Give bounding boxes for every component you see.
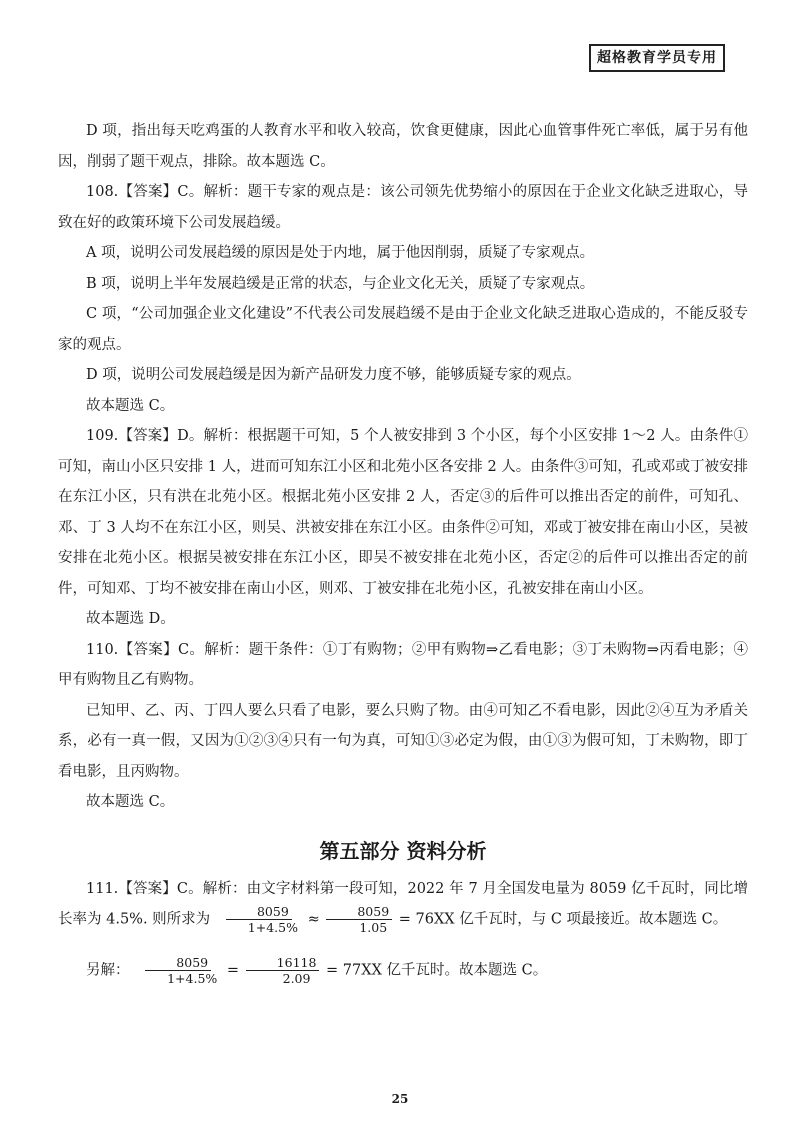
paragraph-d-item-107: D 项，指出每天吃鸡蛋的人教育水平和收入较高，饮食更健康，因此心血管事件死亡率低，属于另有他因，削弱了题干观点，排除。故本题选 C。 [58, 123, 748, 170]
option-c-108: C 项，“公司加强企业文化建设”不代表公司发展趋缓不是由于企业文化缺乏进取心造成的，不能反驳专家的观点。 [58, 306, 748, 353]
answer-108: 108.【答案】C。解析：题干专家的观点是：该公司领先优势缩小的原因在于企业文化缺乏进取心，导致在好的政策环境下公司发展趋缓。 [58, 184, 748, 231]
approx-sign: ≈ [307, 911, 320, 928]
answer-110: 110.【答案】C。解析：题干条件：①丁有购物；②甲有购物⇒乙看电影；③丁未购物⇒丙看电影；④甲有购物且乙有购物。 [58, 641, 748, 688]
fraction-2-denominator: 1.05 [359, 920, 388, 935]
alt-fraction-2 [246, 955, 320, 986]
answer-111-text: 111.【答案】C。解析：由文字材料第一段可知，2022 年 7 月全国发电量为 8059 亿千瓦时，同比增长率为 4.5%. 则所求为 [58, 880, 748, 928]
answer-109: 109.【答案】D。解析：根据题干可知，5 个人被安排到 3 个小区，每个小区安排 1～2 人。由条件①可知，南山小区只安排 1 人，进而可知东江小区和北苑小区各安排 2 人。由条件③可知，孔或邓或丁被安排在东江小区，只有洪在北苑小区。根据北苑小区安排 2 人，否定③的后件可以推出否定的前件，可知孔、邓、丁 3 人均不在东江小区，则吴、洪被安排在东江小区。由条件②可知，邓或丁被安排在南山小区，吴被安排在北苑小区。根据吴被安排在东江小区，即吴不被安排在北苑小区，否定②的后件可以推出否定的前件，可知邓、丁均不被安排在南山小区，则邓、丁被安排在北苑小区，孔被安排在南山小区。 [58, 428, 748, 597]
conclusion-108: 故本题选 C。 [86, 397, 175, 414]
conclusion-109: 故本题选 D。 [86, 611, 175, 627]
answer-111 [58, 874, 748, 936]
fraction-1-numerator: 8059 [226, 904, 292, 920]
conclusion-110: 故本题选 C。 [86, 794, 175, 810]
option-b-108: B 项，说明上半年发展趋缓是正常的状态，与企业文化无关，质疑了专家观点。 [86, 275, 595, 292]
alt-fraction-1-numerator: 8059 [145, 955, 211, 971]
option-d-108: D 项，说明公司发展趋缓是因为新产品研发力度不够，能够质疑专家的观点。 [86, 367, 581, 383]
alt-label: 另解： [86, 962, 130, 979]
page-number: 25 [391, 1092, 409, 1106]
equals-sign: = [226, 962, 240, 979]
alt-result: = 77XX 亿千瓦时。故本题选 C。 [326, 962, 548, 979]
alt-fraction-2-denominator: 2.09 [282, 971, 311, 986]
alternative-solution [58, 955, 748, 986]
page-content [58, 116, 748, 986]
fraction-1 [217, 904, 301, 935]
alt-fraction-2-numerator: 16118 [246, 955, 320, 971]
alt-fraction-1-denominator: 1+4.5% [167, 971, 218, 986]
fraction-1-denominator: 1+4.5% [247, 920, 298, 935]
fraction-2-numerator: 8059 [326, 904, 392, 920]
option-a-108: A 项，说明公司发展趋缓的原因是处于内地，属于他因削弱，质疑了专家观点。 [86, 245, 595, 261]
section-title: 第五部分 资料分析 [319, 838, 487, 863]
fraction-2 [326, 904, 392, 935]
reasoning-110: 已知甲、乙、丙、丁四人要么只看了电影，要么只购了物。由④可知乙不看电影，因此②④互为矛盾关系，必有一真一假，又因为①②③④只有一句为真，可知①③必定为假，由①③为假可知，丁未购物，即丁看电影，且丙购物。 [58, 702, 748, 780]
alt-fraction-1 [136, 955, 220, 986]
answer-111-result: = 76XX 亿千瓦时，与 C 项最接近。故本题选 C。 [398, 911, 728, 928]
student-only-badge: 超格教育学员专用 [589, 44, 725, 72]
